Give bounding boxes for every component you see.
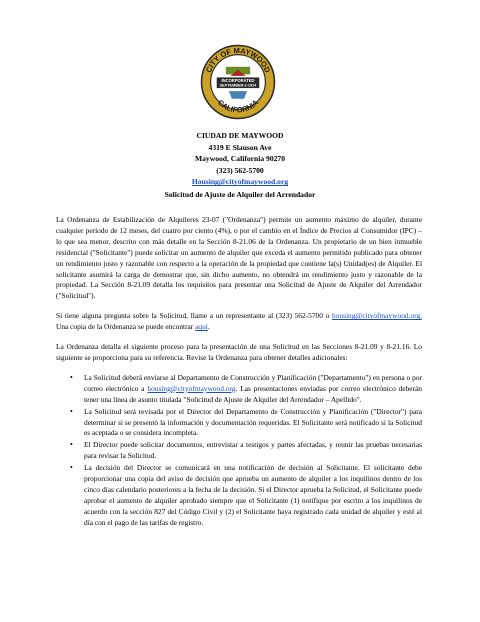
org-address: 4319 E Slauson Ave [208, 142, 272, 152]
seal-bottom-text: CALIFORNIA [215, 97, 261, 115]
list-item: • La Solicitud deberá enviarse al Departamento de Construcción y Planificación ("Departamento") en persona o por correo electrónico a housing@cityofmaywood.org. Las presentaciones enviadas por correo electrónico deberán tener una línea de asunto titulada "Solicitud de Ajuste de Alquiler del Arrendador – Apellido". [56, 373, 422, 406]
city-seal-logo [200, 44, 276, 120]
list-item: • La decisión del Director se comunicará en una notificación de decisión al Solicitante. El solicitante debe proporcionar una copia del aviso de decisión que aprueba un aumento de alquiler a los inquilinos dentro de los cinco días calendario posteriores a la fecha de la decisión. Si el Director aprueba la Solicitud, el Solicitante puede aprobar el aumento de alquiler aprobado siempre que el Solicitante (1) notifique por escrito a los inquilinos de acuerdo con la sección 827 del Código Civil y (2) el Solicitante haya registrado cada unidad de alquiler y esté al día con el pago de las tarifas de registro. [56, 463, 422, 528]
document-title: Solicitud de Ajuste de Alquiler del Arrendador [164, 190, 316, 199]
seal-band-line1: INCORPORATED [221, 78, 255, 83]
paragraph-questions: Si tiene alguna pregunta sobre la Solicitud, llame a un representante al (323) 562-5700 o housing@cityofmaywood.org. Una copia de la Ordenanza se puede encontrar aquí. [56, 311, 422, 332]
ordinance-link[interactable]: aquí [195, 322, 208, 332]
document-body [56, 215, 422, 530]
paragraph-process: La Ordenanza detalla el siguiente proceso para la presentación de una Solicitud en las Secciones 8-21.09 y 8-21.16. Lo siguiente se proporciona para su referencia. Revise la Ordenanza para obtener detalles adicionales: [56, 342, 422, 362]
letterhead [0, 130, 480, 188]
list-item: • La Solicitud será revisada por el Director del Departamento de Construcción y Planificación ("Director") para determinar si se presentó la información y documentación requeridas. El Solicitante será notificado si la Solicitud es aceptada o se considera incompleta. [56, 407, 422, 440]
org-phone: (323) 562-5700 [216, 165, 264, 175]
org-city: Maywood, California 90270 [194, 154, 286, 164]
process-list [56, 373, 422, 529]
submission-email-link[interactable]: housing@cityofmaywood.org [147, 383, 236, 393]
paragraph-ordinance: La Ordenanza de Estabilización de Alquileres 23-07 ("Ordenanza") permite un aumento máximo de alquiler, durante cualquier período de 12 meses, del cuatro por ciento (4%), o por el cambio en el Índice de Precios al Consumidor (IPC) – lo que sea menor, descrito con más detalle en la Sección 8-21.06 de la Ordenanza. Un propietario de un bien inmueble residencial ("Solicitante") puede solicitar un aumento de alquiler que exceda el aumento permitido publicado para obtener un rendimiento justo y razonable con respecto a la operación de la propiedad que contiene la(s) Unidad(es) de Alquiler. El solicitante asumirá la carga de demostrar que, sin dicho aumento, no obtendrá un rendimiento justo y razonable de la propiedad. La Sección 8-21.09 detalla los requisitos para presentar una Solicitud de Ajuste de Alquiler del Arrendador ("Solicitud"). [56, 215, 422, 301]
org-email-link[interactable]: Housing@cityofmaywood.org [191, 177, 289, 187]
seal-top-text: CITY OF MAYWOOD [203, 46, 273, 74]
seal-band-line2: SEPTEMBER-2-1924 [219, 83, 257, 88]
org-name: CIUDAD DE MAYWOOD [196, 131, 284, 140]
housing-email-link[interactable]: housing@cityofmaywood.org. [331, 311, 422, 321]
list-item: • El Director puede solicitar documentos, entrevistar a testigos y partes afectadas, y reunir las pruebas necesarias para revisar la Solicitud. [56, 440, 422, 462]
seal-water [229, 91, 247, 99]
